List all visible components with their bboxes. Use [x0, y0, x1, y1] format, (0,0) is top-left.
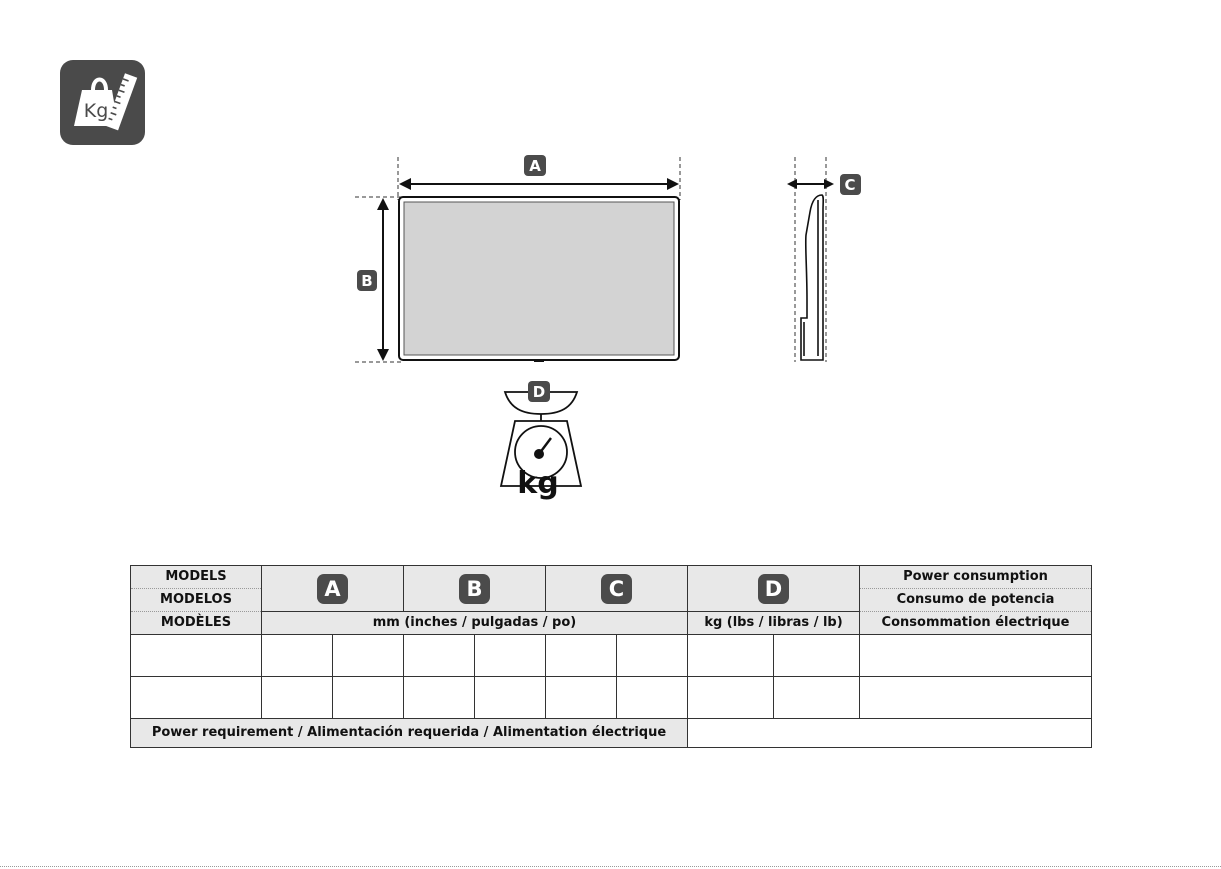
d-lbs-cell: [774, 677, 860, 719]
tv-front-view: [399, 197, 679, 362]
b-inch-cell: [475, 635, 546, 677]
badge-a-label: A: [529, 157, 541, 175]
kg-unit-header: kg (lbs / libras / lb): [688, 612, 860, 635]
models-header-fr: MODÈLES: [131, 612, 262, 635]
power-requirement-value: [688, 719, 1092, 748]
badge-d: [528, 381, 550, 402]
dimension-c-arrow: [787, 179, 834, 189]
specification-table: [130, 565, 1092, 748]
header-c: [546, 566, 688, 612]
dimension-a-arrow: [399, 178, 679, 190]
badge-c: [840, 174, 861, 195]
c-mm-cell: [546, 635, 617, 677]
power-cell: [860, 677, 1092, 719]
header-a-badge: A: [317, 574, 348, 604]
a-mm-cell: [262, 635, 333, 677]
models-header-es: MODELOS: [131, 589, 262, 612]
a-inch-cell: [333, 635, 404, 677]
scale-unit-label: kg: [517, 466, 559, 501]
header-b-badge: B: [459, 574, 490, 604]
b-mm-cell: [404, 635, 475, 677]
badge-a: [524, 155, 546, 176]
dimension-b-arrow: [377, 198, 389, 361]
header-b: [404, 566, 546, 612]
badge-b: [357, 270, 377, 291]
header-d: [688, 566, 860, 612]
model-cell: [131, 635, 262, 677]
models-header-en: MODELS: [131, 566, 262, 589]
d-kg-cell: [688, 635, 774, 677]
mm-unit-header: mm (inches / pulgadas / po): [262, 612, 688, 635]
header-d-badge: D: [758, 574, 789, 604]
a-mm-cell: [262, 677, 333, 719]
badge-d-label: D: [532, 383, 546, 401]
c-inch-cell: [617, 635, 688, 677]
icon-kg-text: Kg: [83, 100, 109, 122]
power-consumption-header-fr: Consommation électrique: [860, 612, 1092, 635]
page-bottom-divider: [0, 866, 1221, 867]
power-requirement-label: Power requirement / Alimentación requerida / Alimentation électrique: [131, 719, 688, 748]
b-inch-cell: [475, 677, 546, 719]
table-row: [131, 677, 1092, 719]
d-kg-cell: [688, 677, 774, 719]
power-consumption-header-en: Power consumption: [860, 566, 1092, 589]
header-c-badge: C: [601, 574, 632, 604]
tv-side-view: [801, 195, 823, 360]
header-a: [262, 566, 404, 612]
badge-c-label: C: [844, 176, 856, 194]
c-mm-cell: [546, 677, 617, 719]
model-cell: [131, 677, 262, 719]
power-consumption-header-es: Consumo de potencia: [860, 589, 1092, 612]
badge-b-label: B: [361, 272, 373, 290]
c-inch-cell: [617, 677, 688, 719]
d-lbs-cell: [774, 635, 860, 677]
b-mm-cell: [404, 677, 475, 719]
a-inch-cell: [333, 677, 404, 719]
power-cell: [860, 635, 1092, 677]
table-row: [131, 635, 1092, 677]
